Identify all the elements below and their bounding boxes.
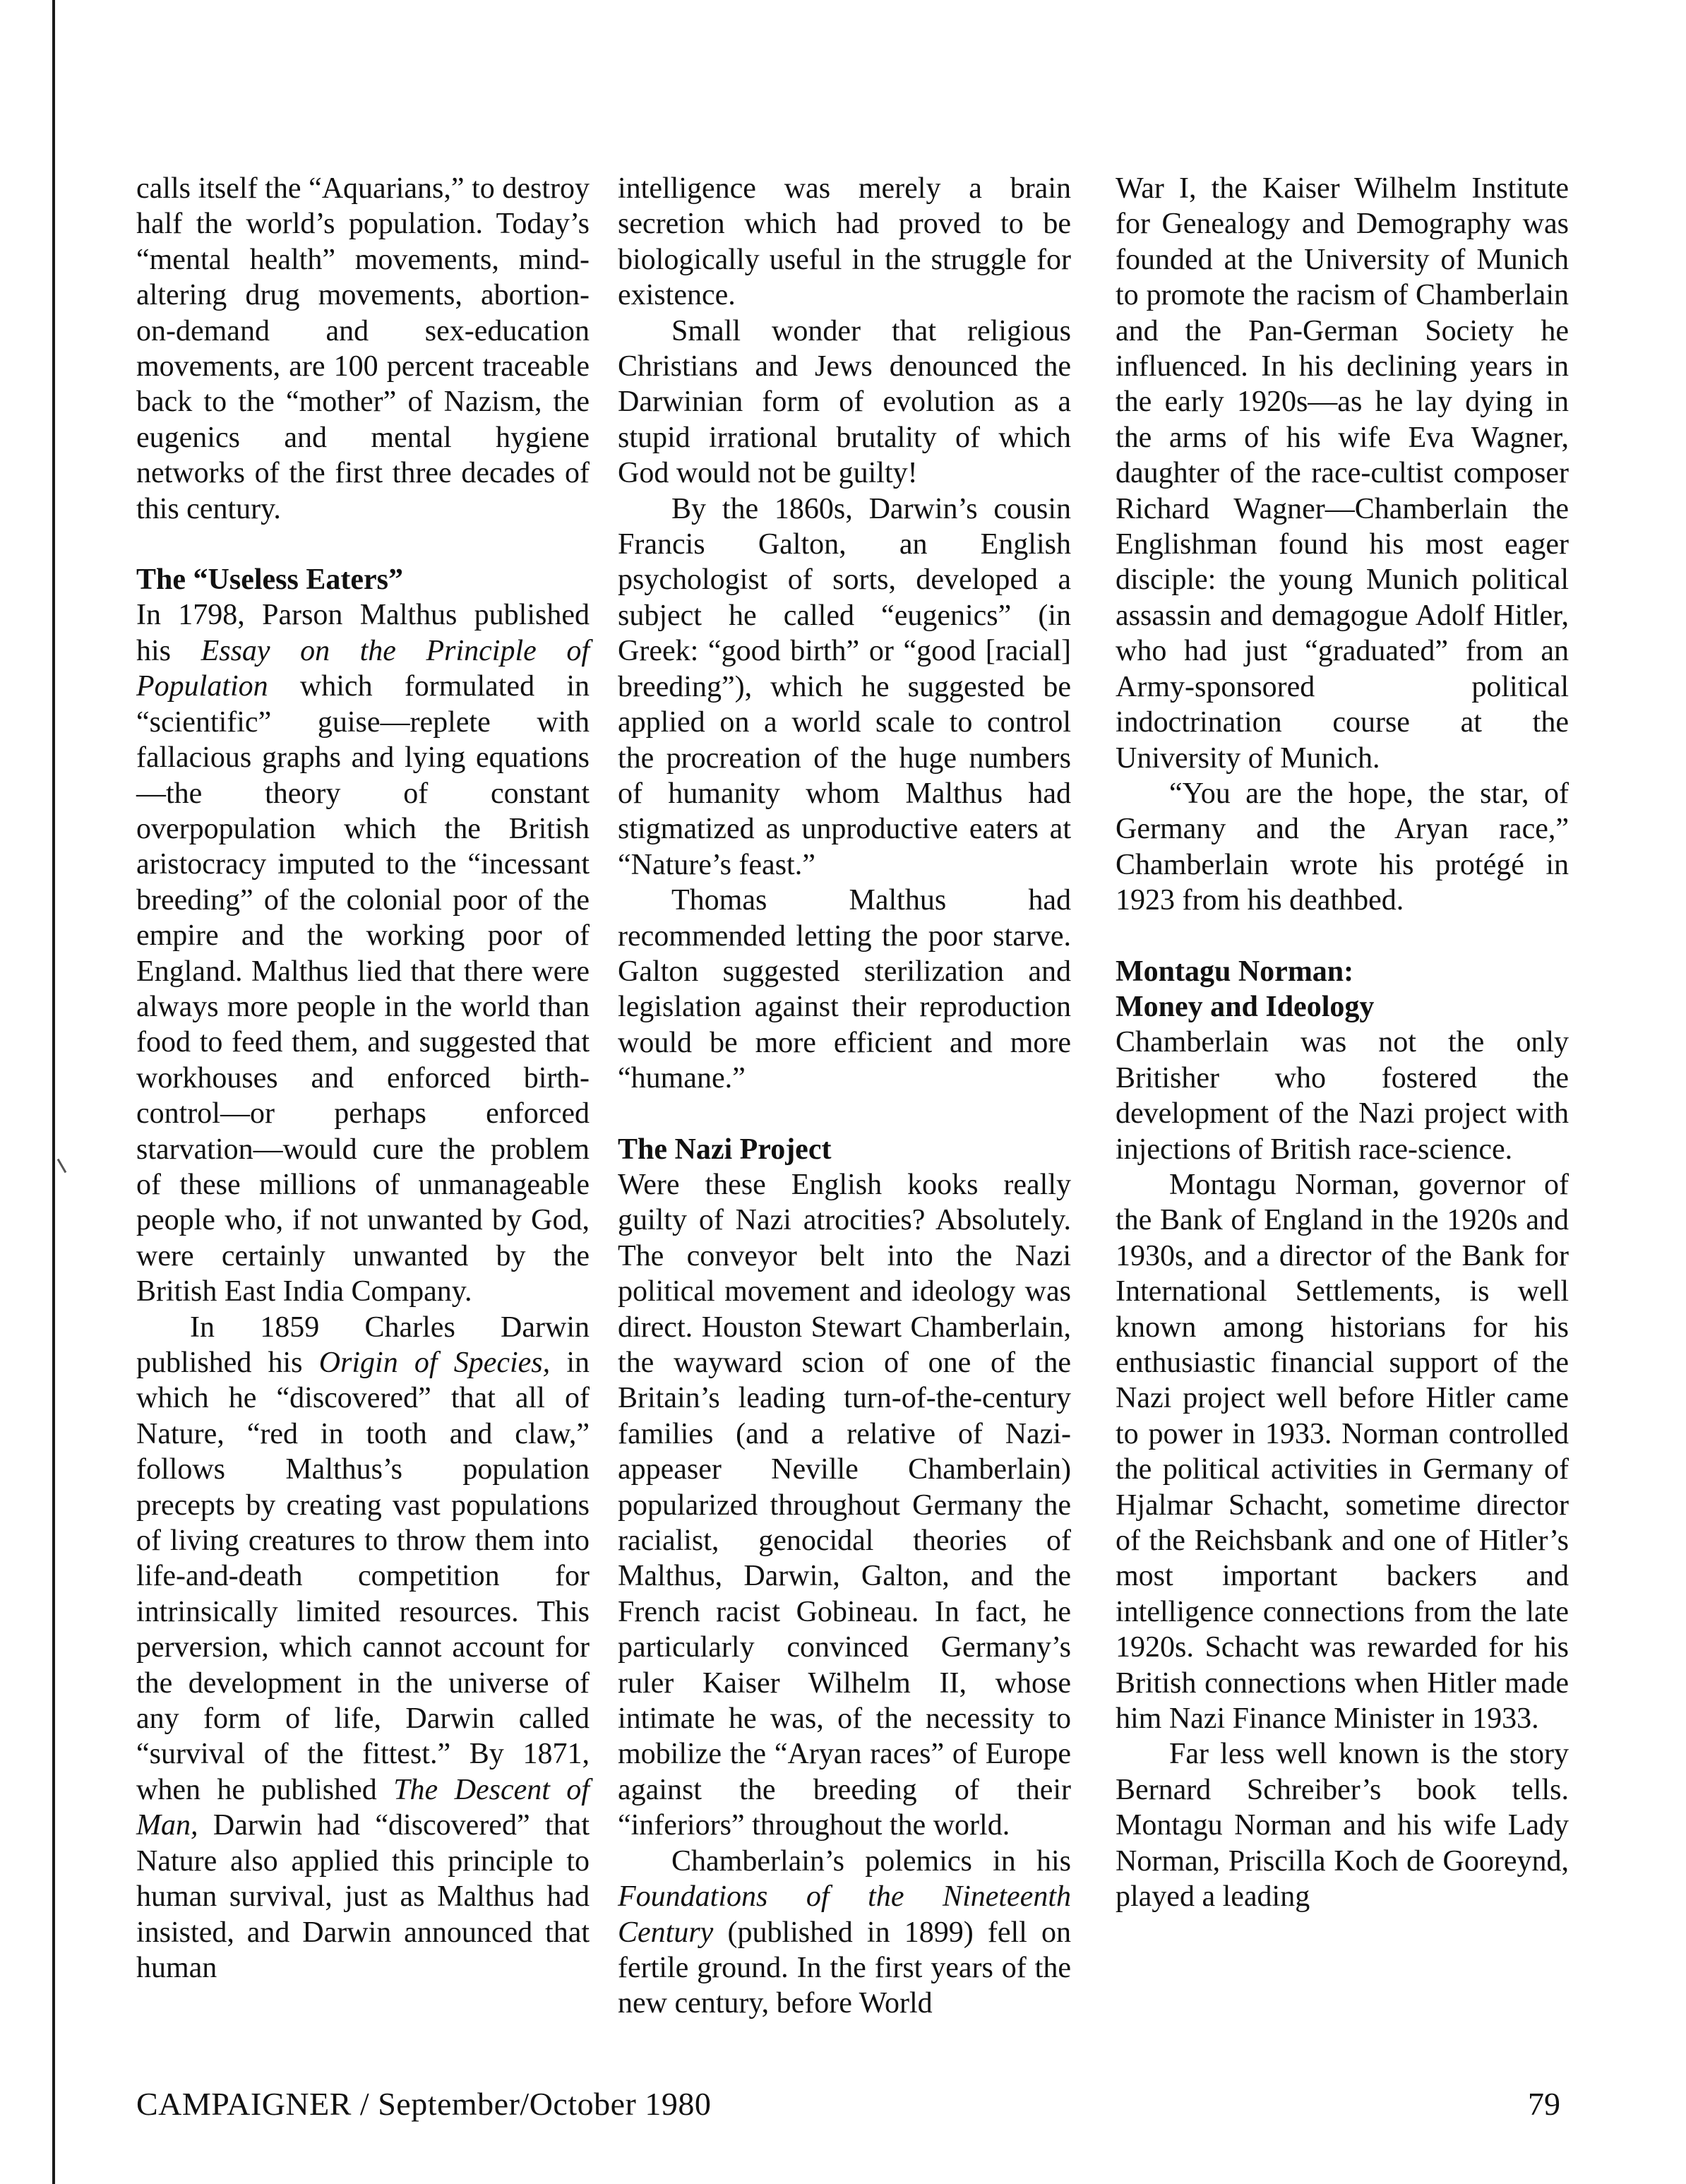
col2-paragraph-4: Thomas Malthus had recommended letting the poor starve. Galton suggested sterilization and legislation against their reproduction would be more efficient and more “humane.”: [618, 884, 1071, 1095]
col3-paragraph-3: Chamberlain was not the only Britisher who fostered the development of the Nazi project with injections of British race-science.: [1116, 1026, 1569, 1166]
page-number: 79: [1528, 2086, 1560, 2122]
essay-title: Essay on the Principle of Population: [136, 634, 590, 703]
col2-paragraph-6: Chamberlain’s polemics in his Foundations of the Nineteenth Century (published in 1899) fell on fertile ground. In the first years of the new century, before World: [618, 1844, 1071, 2020]
col2-paragraph-3: By the 1860s, Darwin’s cousin Francis Galton, an English psychologist of sorts, developed a subject he called “eugenics” (in Greek: “good birth” or “good [racial] breeding”), which he suggested be applied on a world scale to control the procreation of the huge numbers of humanity whom Malthus had stigmatized as unproductive eaters at “Nature’s feast.”: [618, 492, 1071, 881]
col2-paragraph-2: Small wonder that religious Christians and Jews denounced the Darwinian form of evolution as a stupid irrational brutality of which God would not be guilty!: [618, 314, 1071, 490]
col1-paragraph-2: In 1798, Parson Malthus published his Essay on the Principle of Population which formulated in “scientific” guise—replete with fallacious graphs and lying equations—the theory of constant overpopulation which the British aristocracy imputed to the “incessant breeding” of the colonial poor of the empire and the working poor of England. Malthus lied that there were always more people in the world than food to feed them, and suggested that workhouses and enforced birth-control—or perhaps enforced starvation—would cure the problem of these millions of unmanageable people who, if not unwanted by God, were certainly unwanted by the British East India Company.: [136, 599, 590, 1308]
stray-scan-mark: [57, 1159, 67, 1174]
col2-paragraph-5: Were these English kooks really guilty of Nazi atrocities? Absolutely. The conveyor belt into the Nazi political movement and ideology was direct. Houston Stewart Chamberlain, the wayward scion of one of the Britain’s leading turn-of-the-century families (and a relative of Nazi-appeaser Neville Chamberlain) popularized throughout Germany the racialist, genocidal theories of Malthus, Darwin, Galton, and the French racist Gobineau. In fact, he particularly convinced Germany’s ruler Kaiser Wilhelm II, whose intimate he was, of the necessity to mobilize the “Aryan races” of Europe against the breeding of their “inferiors” throughout the world.: [618, 1168, 1071, 1842]
column-3: [1116, 171, 1569, 1915]
col3-paragraph-2: “You are the hope, the star, of Germany and the Aryan race,” Chamberlain wrote his protégé in 1923 from his deathbed.: [1116, 777, 1569, 917]
column-1: [136, 171, 590, 1986]
origin-of-species-title: Origin of Species,: [318, 1347, 551, 1379]
col3-paragraph-1: War I, the Kaiser Wilhelm Institute for Genealogy and Demography was founded at the University of Munich to promote the racism of Chamberlain and the Pan-German Society he influenced. In his declining years in the early 1920s—as he lay dying in the arms of his wife Eva Wagner, daughter of the race-cultist composer Richard Wagner—Chamberlain the Englishman found his most eager disciple: the young Munich political assassin and demagogue Adolf Hitler, who had just “graduated” from an Army-sponsored political indoctrination course at the University of Munich.: [1116, 172, 1569, 775]
descent-of-man-title: The Descent of Man,: [136, 1773, 590, 1842]
page-binding-line: [52, 0, 55, 2184]
col1-paragraph-3: In 1859 Charles Darwin published his Origin of Species, in which he “discovered” that all of Nature, “red in tooth and claw,” follows Malthus’s population precepts by creating vast populations of living creatures to throw them into life-and-death competition for intrinsically limited resources. This perversion, which cannot account for the development in the universe of any form of life, Darwin called “survival of the fittest.” By 1871, when he published The Descent of Man, Darwin had “discovered” that Nature also applied this principle to human survival, just as Malthus had insisted, and Darwin announced that human: [136, 1311, 590, 1984]
foundations-title: Foundations of the Nineteenth Century: [618, 1880, 1071, 1949]
section-heading-useless-eaters: The “Useless Eaters”: [136, 563, 403, 597]
footer-publication: CAMPAIGNER / September/October 1980: [136, 2086, 712, 2122]
column-2: [618, 171, 1071, 2022]
col1-paragraph-1: calls itself the “Aquarians,” to destroy half the world’s population. Today’s “mental health” movements, mind-altering drug movements, abortion-on-demand and sex-education movements, are 100 percent traceable back to the “mother” of Nazism, the eugenics and mental hygiene networks of the first three decades of this century.: [136, 172, 590, 525]
col3-paragraph-4: Montagu Norman, governor of the Bank of England in the 1920s and 1930s, and a director of the Bank for International Settlements, is well known among historians for his enthusiastic financial support of the Nazi project well before Hitler came to power in 1933. Norman controlled the political activities in Germany of Hjalmar Schacht, sometime director of the Reichsbank and one of Hitler’s most important backers and intelligence connections from the late 1920s. Schacht was rewarded for his British connections when Hitler made him Nazi Finance Minister in 1933.: [1116, 1168, 1569, 1736]
col2-paragraph-1: intelligence was merely a brain secretion which had proved to be biologically useful in the struggle for existence.: [618, 172, 1071, 312]
section-heading-montagu-norman: Montagu Norman: Money and Ideology: [1116, 955, 1375, 1023]
col3-paragraph-5: Far less well known is the story Bernard Schreiber’s book tells. Montagu Norman and his wife Lady Norman, Priscilla Koch de Gooreynd, played a leading: [1116, 1738, 1569, 1914]
section-heading-nazi-project: The Nazi Project: [618, 1133, 832, 1166]
